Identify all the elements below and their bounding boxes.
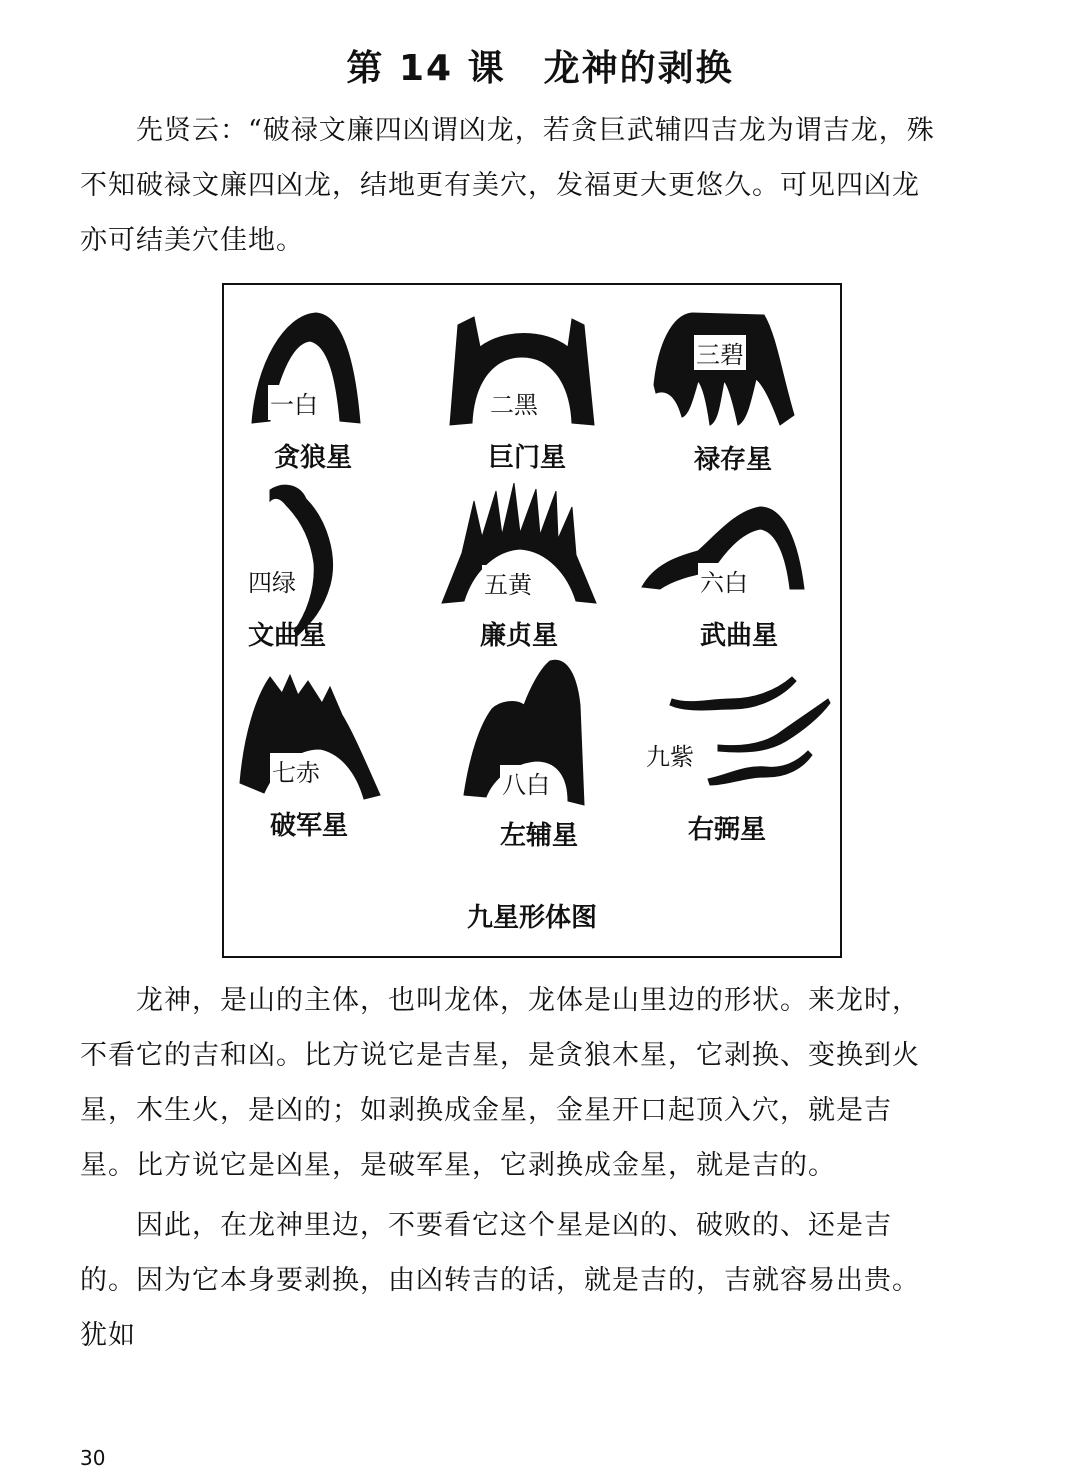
page-number: 30 xyxy=(80,1446,106,1470)
wenqu-mountain-shape xyxy=(270,485,333,635)
star-inner-label-2: 二黑 xyxy=(488,385,540,420)
page-title: 第 14 课 龙神的剥换 xyxy=(346,48,734,89)
star-name-pojun: 破军星 xyxy=(270,811,349,841)
star-inner-label-7: 七赤 xyxy=(270,753,322,788)
star-inner-label-3: 三碧 xyxy=(694,335,746,370)
star-inner-label-6: 六白 xyxy=(698,563,750,598)
paragraph-3: 因此，在龙神里边，不要看它这个星是凶的、破败的、还是吉的。因为它本身要剥换，由凶转吉的话，就是吉的，吉就容易出贵。犹如 xyxy=(80,1210,920,1351)
paragraph-1: 先贤云：“破禄文廉四凶谓凶龙，若贪巨武辅四吉龙为谓吉龙，殊不知破禄文廉四凶龙，结地更有美穴，发福更大更悠久。可见四凶龙亦可结美穴佳地。 xyxy=(80,115,935,256)
star-name-wenqu: 文曲星 xyxy=(248,621,327,651)
star-inner-label-4: 四绿 xyxy=(246,563,298,598)
nine-star-figure xyxy=(222,283,842,958)
star-name-zuofu: 左辅星 xyxy=(500,821,579,851)
youbi-cloud-shape xyxy=(708,751,812,785)
star-inner-label-5: 五黄 xyxy=(482,565,534,600)
star-inner-label-8: 八白 xyxy=(500,765,552,800)
star-name-youbi: 右弼星 xyxy=(688,815,767,845)
star-name-lianzhen: 廉贞星 xyxy=(480,621,559,651)
paragraph-2: 龙神，是山的主体，也叫龙体，龙体是山里边的形状。来龙时，不看它的吉和凶。比方说它是吉星，是贪狼木星，它剥换、变换到火星，木生火，是凶的；如剥换成金星，金星开口起顶入穴，就是吉星。比方说它是凶星，是破军星，它剥换成金星，就是吉的。 xyxy=(80,985,920,1181)
star-name-lucun: 禄存星 xyxy=(694,445,773,475)
star-inner-label-9: 九紫 xyxy=(644,737,696,772)
star-name-tanlang: 贪狼星 xyxy=(274,443,353,473)
star-name-wuqu: 武曲星 xyxy=(700,621,779,651)
star-name-jumen: 巨门星 xyxy=(488,443,567,473)
star-inner-label-1: 一白 xyxy=(268,385,320,420)
figure-caption: 九星形体图 xyxy=(466,903,597,933)
youbi-cloud-shape xyxy=(670,677,796,710)
